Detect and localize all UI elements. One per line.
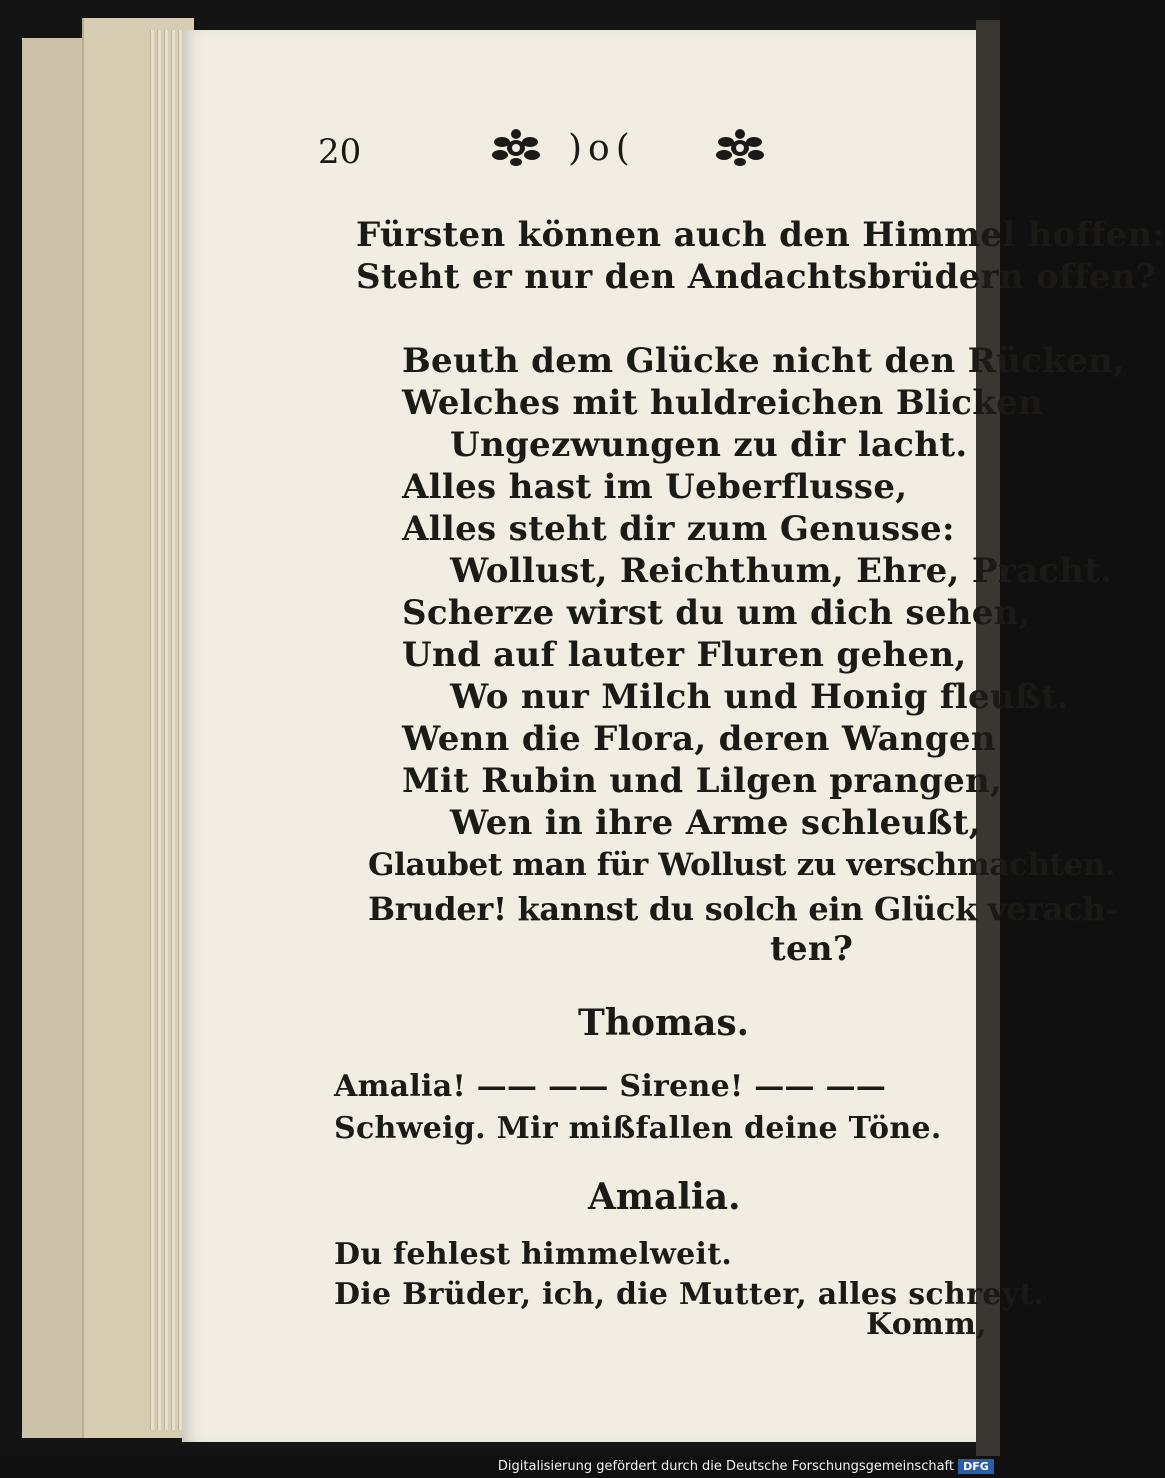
digitization-footer xyxy=(0,1456,1000,1478)
verse-line: Wo nur Milch und Honig fleußt. xyxy=(450,677,1070,717)
page-edge xyxy=(171,30,175,1430)
verse-line: Glaubet man für Wollust zu verschmachten. xyxy=(368,847,1116,883)
dfg-logo: DFG xyxy=(958,1459,994,1474)
verse-line: Und auf lauter Fluren gehen, xyxy=(402,635,967,675)
page-edge xyxy=(164,30,168,1430)
verse-line: ten? xyxy=(770,929,854,969)
speaker-name: Thomas. xyxy=(578,1002,750,1044)
verse-line: Alles steht dir zum Genusse: xyxy=(402,509,955,549)
verse-line: Wollust, Reichthum, Ehre, Pracht. xyxy=(450,551,1113,591)
flower-ornament-icon xyxy=(714,128,766,168)
header-ornament: )o( xyxy=(568,128,636,169)
page-edge xyxy=(157,30,161,1430)
verse-line: Alles hast im Ueberflusse, xyxy=(402,467,908,507)
verse-line: Ungezwungen zu dir lacht. xyxy=(450,425,968,465)
verse-line: Mit Rubin und Lilgen prangen, xyxy=(402,761,1003,801)
flower-ornament-icon xyxy=(490,128,542,168)
footer-credit: Digitalisierung gefördert durch die Deutsche Forschungsgemeinschaft xyxy=(497,1459,954,1474)
speaker-name: Amalia. xyxy=(588,1176,741,1218)
running-header xyxy=(318,128,778,174)
verse-line: Bruder! kannst du solch ein Glück verach- xyxy=(368,890,1119,928)
catchword: Komm, xyxy=(866,1307,987,1342)
verse-line: Scherze wirst du um dich sehen, xyxy=(402,593,1031,633)
page-edge xyxy=(150,30,154,1430)
verse-line: Welches mit huldreichen Blicken xyxy=(402,383,1044,423)
speech-line: Amalia! —— —— Sirene! —— —— xyxy=(334,1069,887,1104)
verse-line: Fürsten können auch den Himmel hoffen: xyxy=(356,215,1165,255)
verse-line: Wen in ihre Arme schleußt, xyxy=(450,803,981,843)
verse-line: Steht er nur den Andachtsbrüdern offen? xyxy=(356,257,1157,297)
page-number: 20 xyxy=(318,132,362,172)
speech-line: Die Brüder, ich, die Mutter, alles schreyt. xyxy=(334,1277,1045,1312)
verse-line: Beuth dem Glücke nicht den Rücken, xyxy=(402,341,1126,381)
speech-line: Schweig. Mir mißfallen deine Töne. xyxy=(334,1111,942,1146)
verse-line: Wenn die Flora, deren Wangen xyxy=(402,719,996,759)
speech-line: Du fehlest himmelweit. xyxy=(334,1237,733,1272)
